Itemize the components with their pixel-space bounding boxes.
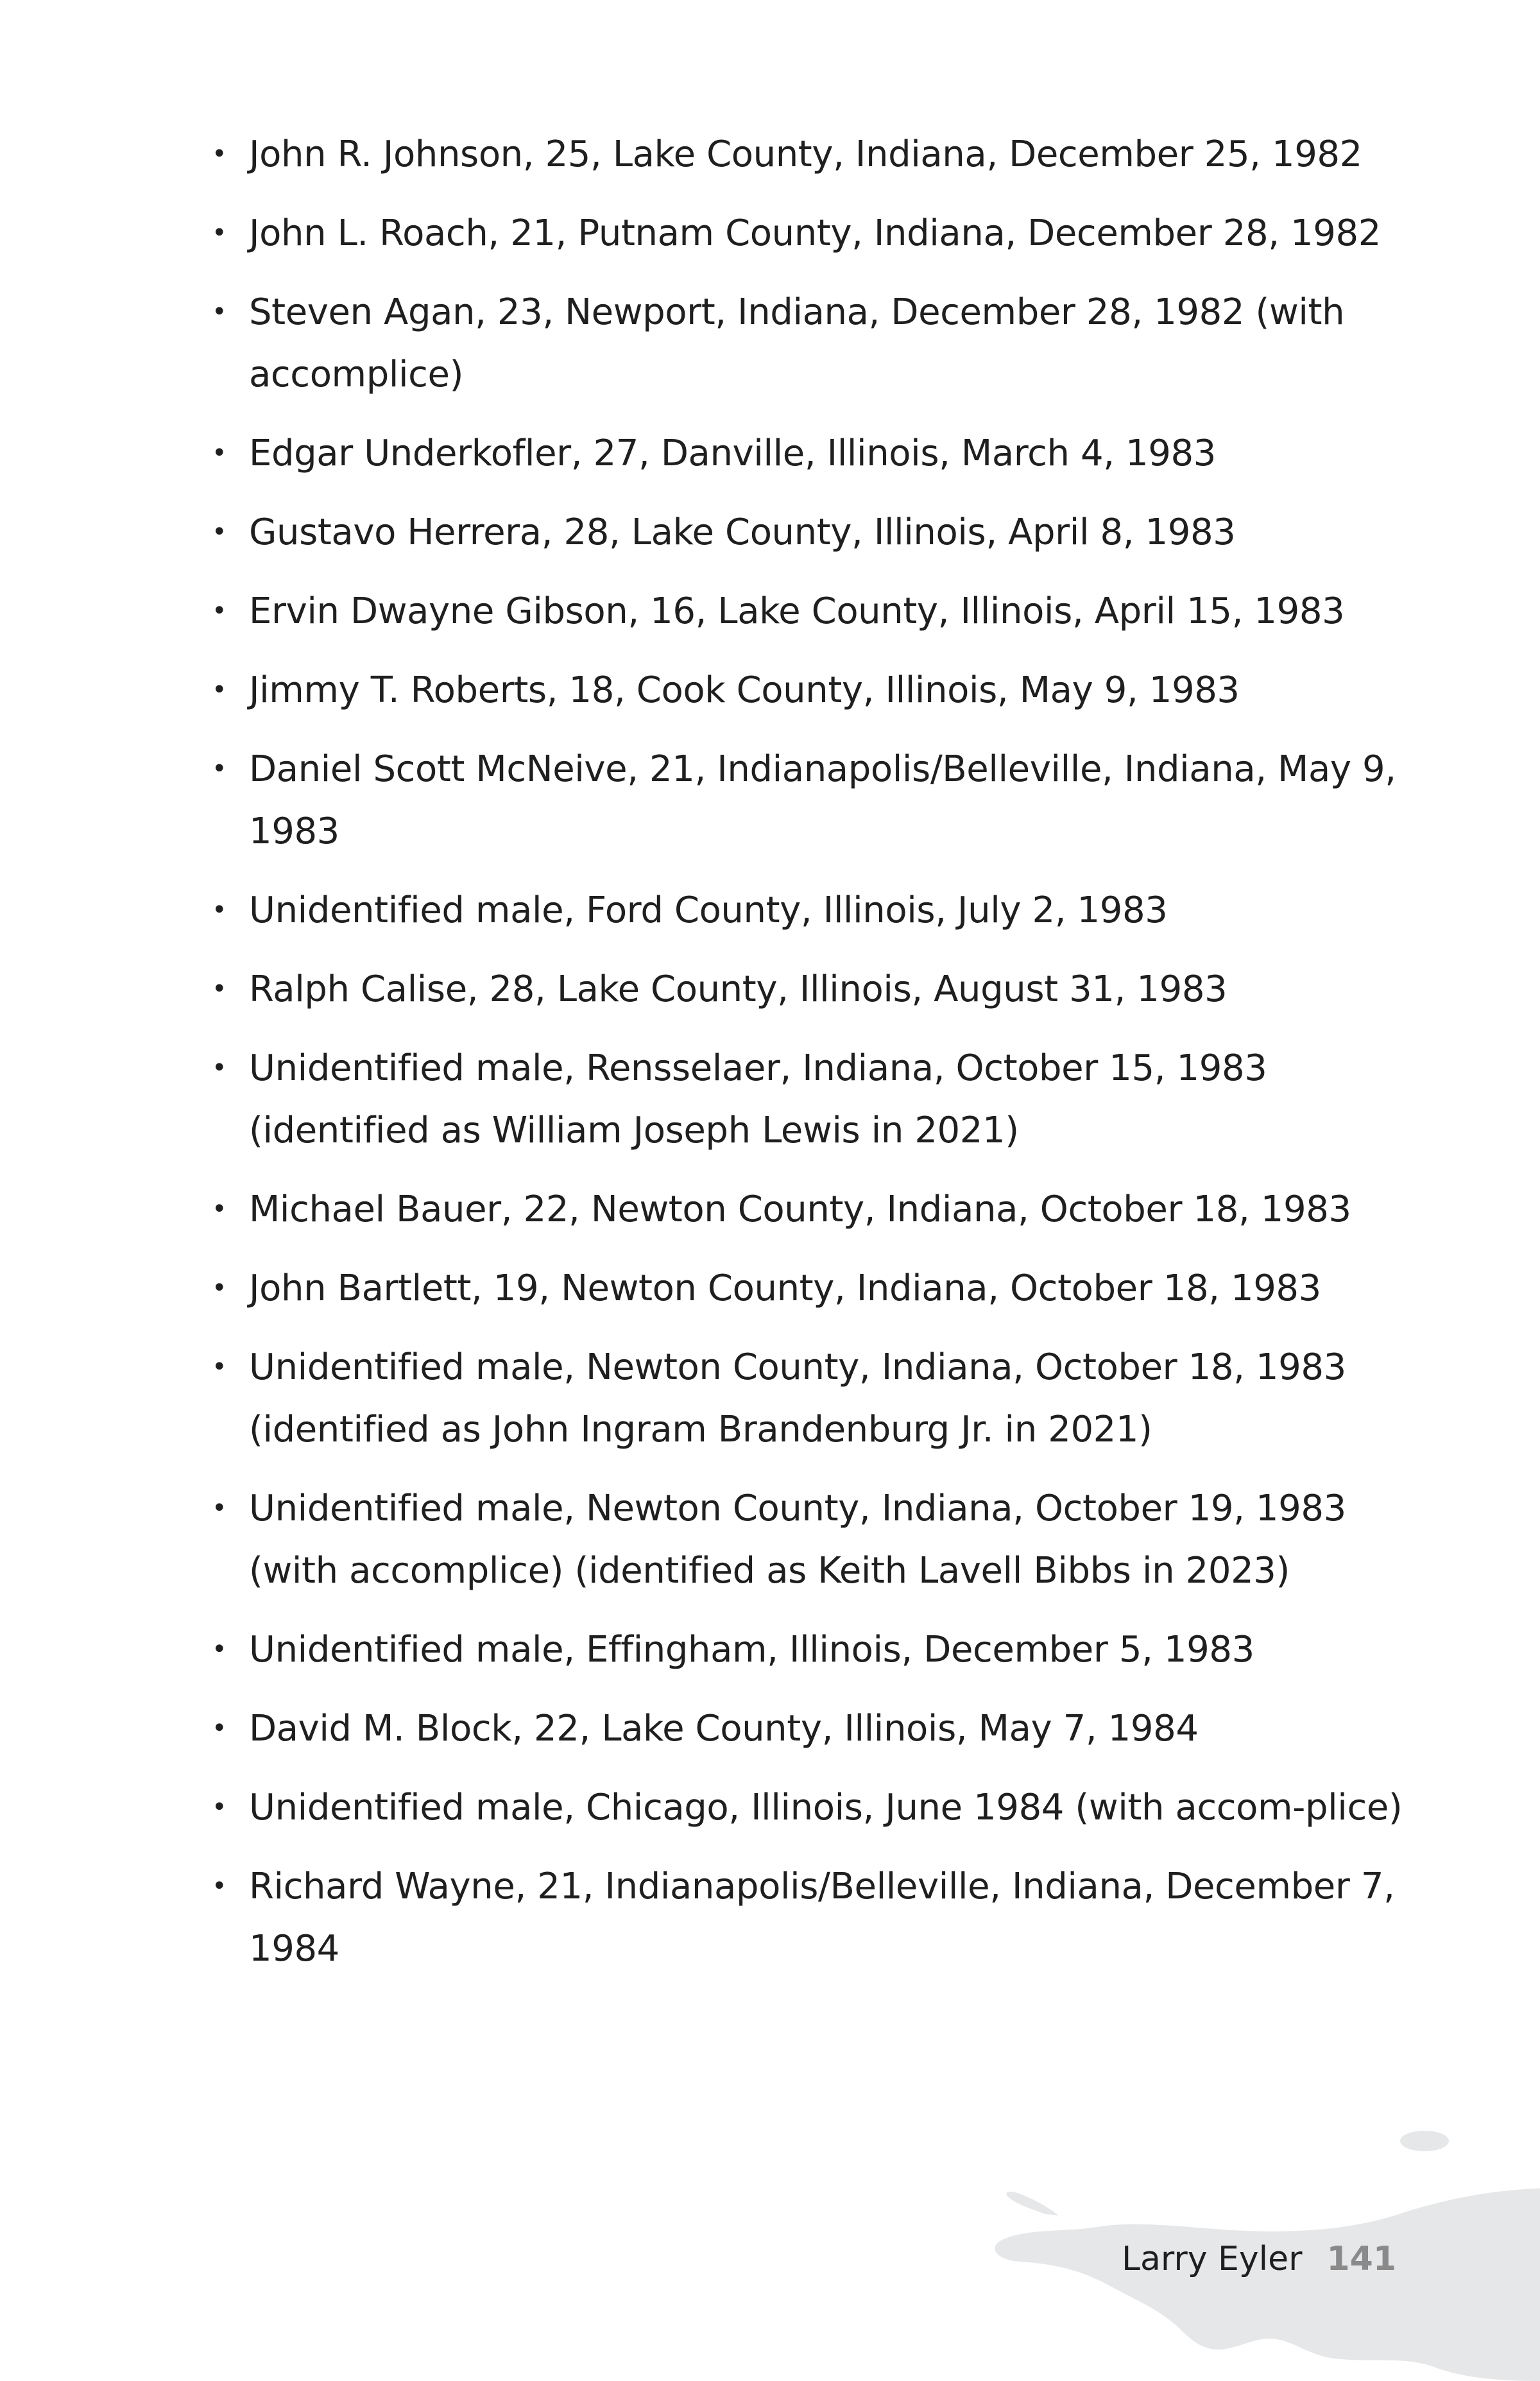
list-item-text: David M. Block, 22, Lake County, Illinois, May 7, 1984 [249,1708,1199,1749]
bullet-icon: • [212,675,227,705]
list-item [207,422,1413,485]
list-item-text: Steven Agan, 23, Newport, Indiana, December 28, 1982 (with accomplice) [249,291,1345,395]
list-item [207,1037,1413,1162]
splash-shape [995,2188,1540,2381]
bullet-icon: • [212,517,227,547]
list-item-text: Unidentified male, Newton County, Indiana, October 19, 1983 (with accomplice) (identified as Keith Lavell Bibbs in 2023) [249,1488,1346,1592]
bullet-icon: • [212,1352,227,1382]
splash-drip [1006,2192,1059,2215]
list-item [207,1698,1413,1760]
list-item-text: John R. Johnson, 25, Lake County, Indiana, December 25, 1982 [249,133,1362,175]
list-item [207,202,1413,264]
list-item [207,958,1413,1020]
bullet-icon: • [212,1493,227,1523]
bullet-icon: • [212,974,227,1004]
bullet-icon: • [212,139,227,169]
list-item [207,1178,1413,1241]
bullet-icon: • [212,596,227,626]
bullet-icon: • [212,1635,227,1664]
page-number: 141 [1326,2240,1396,2278]
list-item [207,1477,1413,1602]
list-item [207,580,1413,642]
list-item [207,501,1413,563]
bullet-icon: • [212,297,227,327]
list-item-text: Unidentified male, Effingham, Illinois, December 5, 1983 [249,1629,1254,1671]
list-item-text: Unidentified male, Ford County, Illinois, July 2, 1983 [249,890,1168,931]
bullet-icon: • [212,1714,227,1743]
splash-droplet [1400,2131,1449,2151]
list-item-text: Daniel Scott McNeive, 21, Indianapolis/Belleville, Indiana, May 9, 1983 [249,748,1396,852]
list-item-text: John L. Roach, 21, Putnam County, Indiana, December 28, 1982 [249,212,1381,254]
list-item [207,123,1413,185]
bullet-icon: • [212,754,227,784]
list-item-text: Ervin Dwayne Gibson, 16, Lake County, Illinois, April 15, 1983 [249,590,1345,632]
list-item [207,1257,1413,1319]
bullet-icon: • [212,218,227,248]
list-item-text: Michael Bauer, 22, Newton County, Indiana, October 18, 1983 [249,1189,1351,1230]
list-item-text: Unidentified male, Chicago, Illinois, June 1984 (with accom-plice) [249,1787,1403,1828]
list-item-text: Unidentified male, Newton County, Indiana, October 18, 1983 (identified as John Ingram Brandenburg Jr. in 2021) [249,1346,1346,1450]
list-item [207,281,1413,406]
list-item-text: Edgar Underkofler, 27, Danville, Illinois, March 4, 1983 [249,433,1216,474]
list-item-text: Gustavo Herrera, 28, Lake County, Illinois, April 8, 1983 [249,511,1236,553]
bullet-icon: • [212,1273,227,1303]
list-item [207,1619,1413,1681]
bullet-icon: • [212,1792,227,1822]
list-item-text: John Bartlett, 19, Newton County, Indiana, October 18, 1983 [249,1268,1321,1309]
bullet-icon: • [212,895,227,925]
running-footer-title: Larry Eyler [1122,2240,1303,2278]
list-item-text: Jimmy T. Roberts, 18, Cook County, Illinois, May 9, 1983 [249,669,1240,711]
bullet-icon: • [212,1871,227,1901]
bullet-icon: • [212,1194,227,1224]
list-item [207,1336,1413,1461]
list-item [207,1855,1413,1980]
victim-list [207,123,1413,1997]
list-item [207,738,1413,863]
list-item [207,659,1413,721]
bullet-icon: • [212,1053,227,1083]
list-item-text: Ralph Calise, 28, Lake County, Illinois, August 31, 1983 [249,968,1228,1010]
page-footer [1122,2233,1396,2285]
bullet-icon: • [212,438,227,468]
list-item-text: Unidentified male, Rensselaer, Indiana, October 15, 1983 (identified as William Joseph Lewis in 2021) [249,1047,1267,1151]
list-item-text: Richard Wayne, 21, Indianapolis/Belleville, Indiana, December 7, 1984 [249,1866,1395,1970]
list-item [207,879,1413,941]
list-item [207,1776,1413,1839]
